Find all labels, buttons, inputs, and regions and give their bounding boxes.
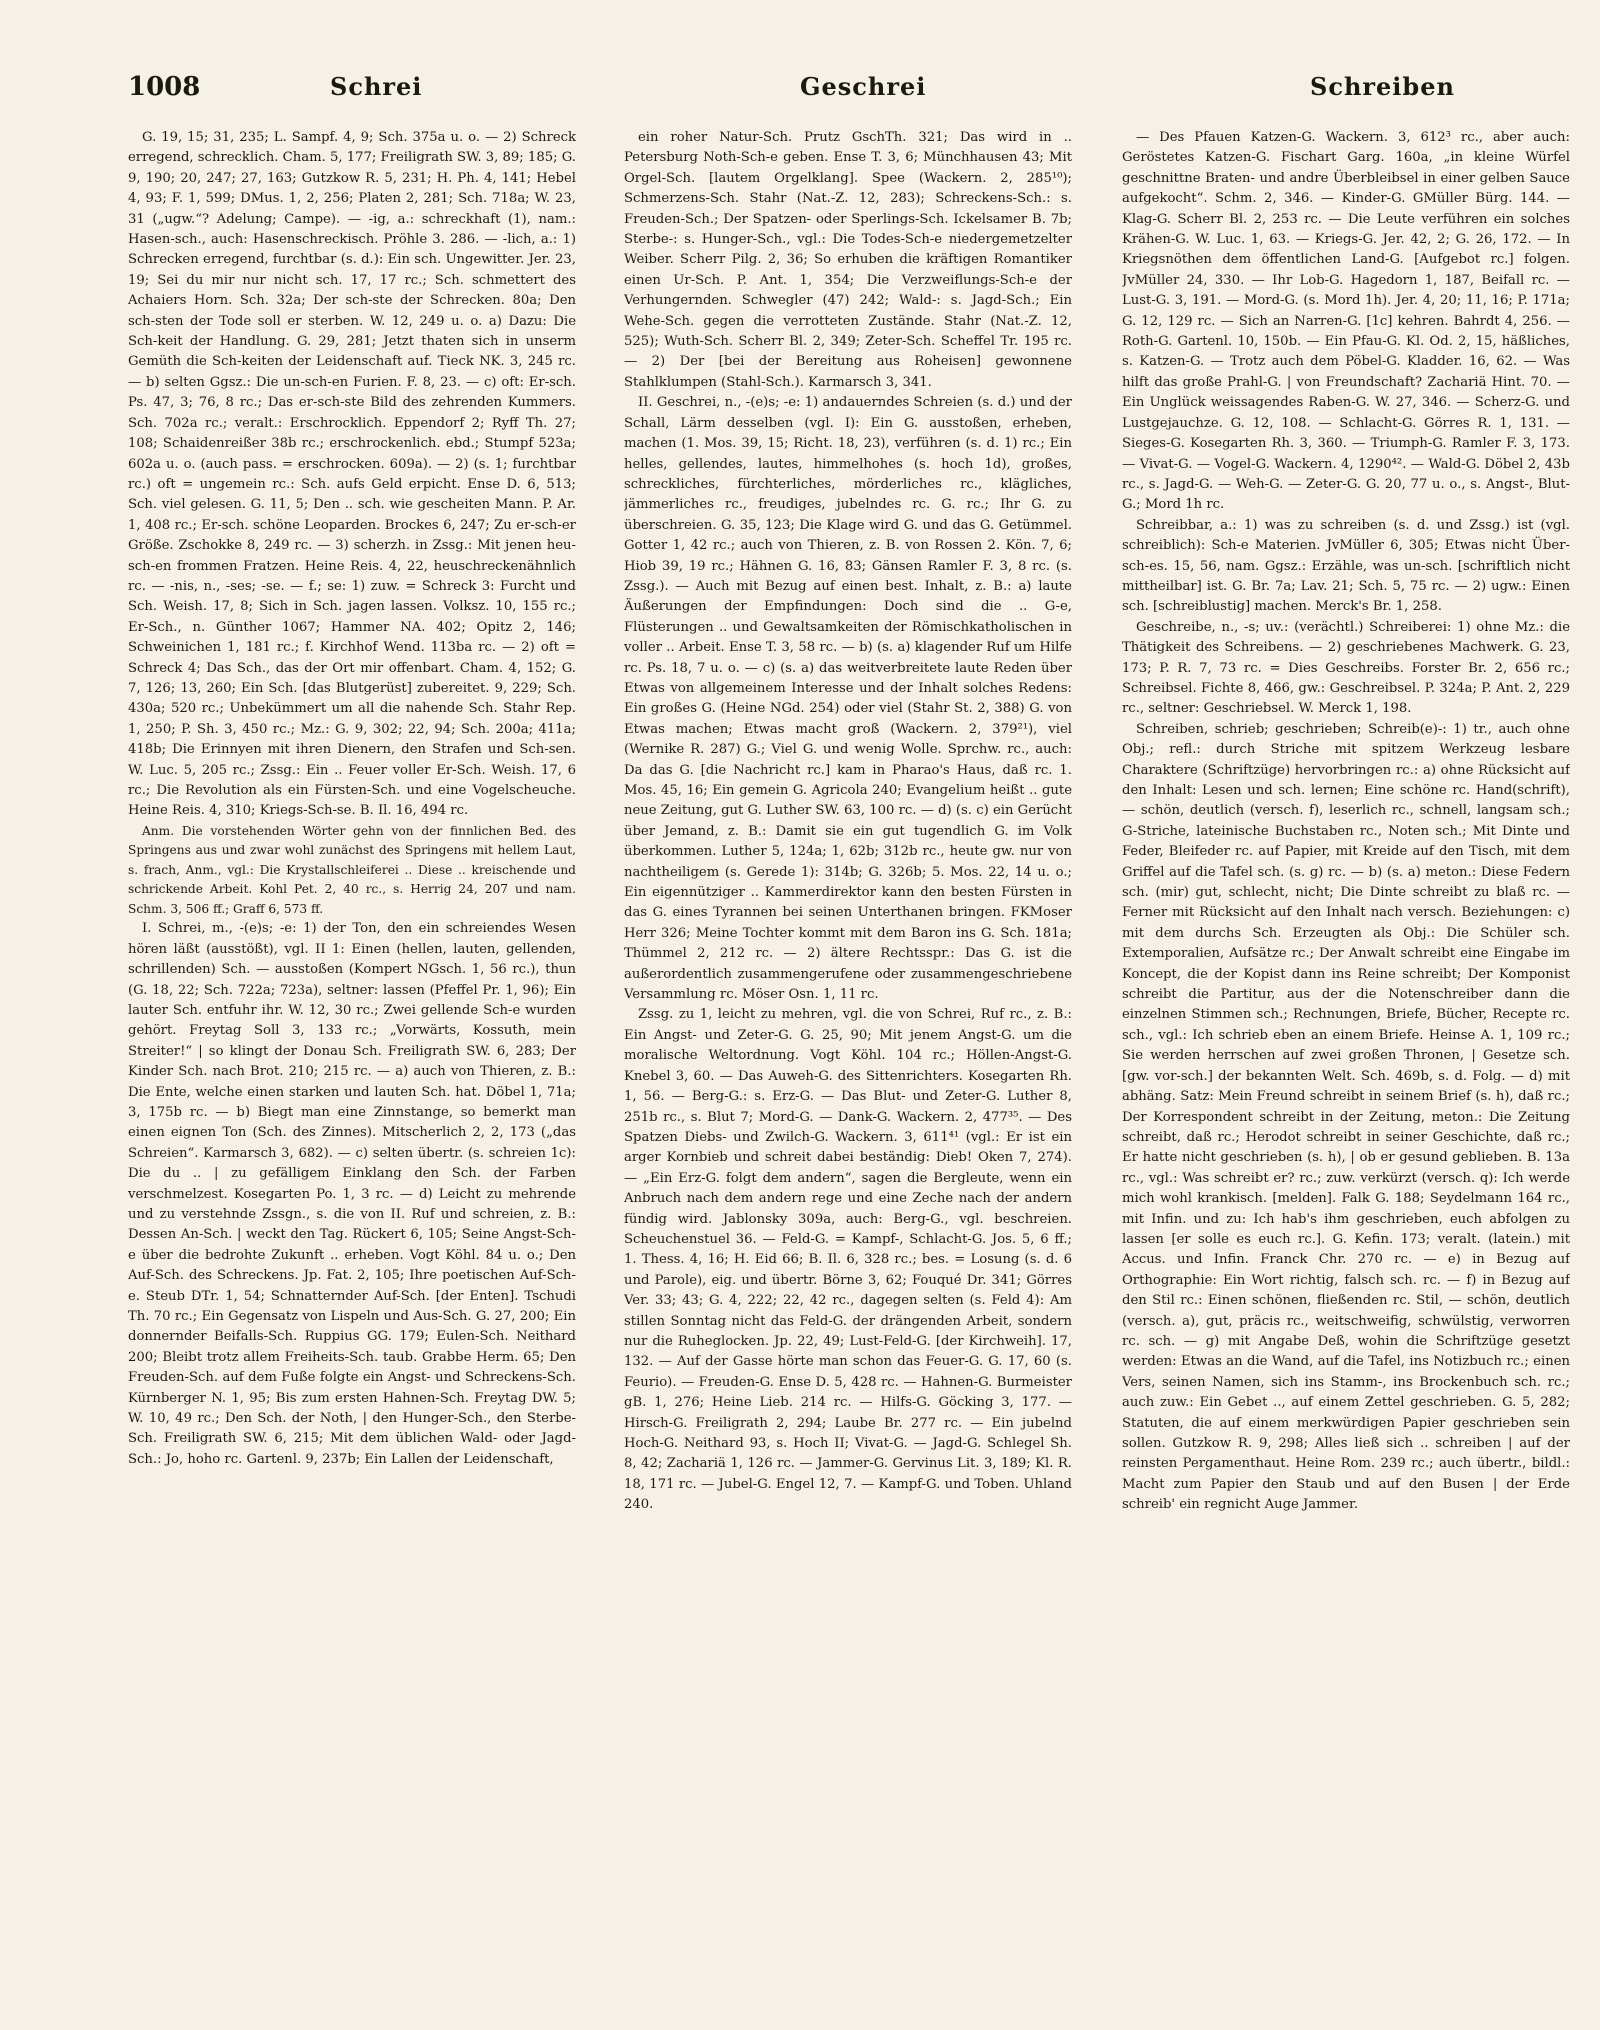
entry-paragraph: — Des Pfauen Katzen-G. Wackern. 3, 612³ rc., aber auch: Geröstetes Katzen-G. Fischart Garg. 160a, „in kleine Würfel geschnittne Braten- und andre Überbleibsel in einer gelben Sauce aufgekocht“. Schm. 2, 346. — Kinder-G. GMüller Bürg. 144. — Klag-G. Scherr Bl. 2, 253 rc. — Die Leute verführen ein solches Krähen-G. W. Luc. 1, 63. — Kriegs-G. Jer. 42, 2; G. 26, 172. — In Kriegsnöthen dem öffentlichen Land-G. [Aufgebot rc.] folgen. JvMüller 24, 330. — Ihr Lob-G. Hagedorn 1, 187, Beifall rc. — Lust-G. 3, 191. — Mord-G. (s. Mord 1h). Jer. 4, 20; 11, 16; P. 171a; G. 12, 129 rc. — Sich an Narren-G. [1c] kehren. Bahrdt 4, 256. — Roth-G. Gartenl. 10, 150b. — Ein Pfau-G. Kl. Od. 2, 15, häßliches, s. Katzen-G. — Trotz auch dem Pöbel-G. Kladder. 16, 62. — Was hilft das große Prahl-G. | von Freundschaft? Zachariä Hint. 70. — Ein Unglück weissagendes Raben-G. W. 27, 346. — Scherz-G. und Lustgejauchze. G. 12, 108. — Schlacht-G. Görres R. 1, 131. — Sieges-G. Kosegarten Rh. 3, 360. — Triumph-G. Ramler F. 3, 173. — Vivat-G. — Vogel-G. Wackern. 4, 1290⁴². — Wald-G. Döbel 2, 43b rc., s. Jagd-G. — Weh-G. — Zeter-G. G. 20, 77 u. o., s. Angst-, Blut-G.; Mord 1h rc. <box>1122 130 1570 513</box>
column-right <box>1122 128 1570 2008</box>
entry-paragraph: G. 19, 15; 31, 235; L. Sampf. 4, 9; Sch. 375a u. o. — 2) Schreck erregend, schrecklich. Cham. 5, 177; Freiligrath SW. 3, 89; 185; G. 9, 190; 20, 247; 27, 163; Gutzkow R. 5, 231; H. Ph. 4, 141; Hebel 4, 93; F. 1, 599; DMus. 1, 2, 256; Platen 2, 281; Sch. 718a; W. 23, 31 („ugw.“? Adelung; Campe). — -ig, a.: schreckhaft (1), nam.: Hasen-sch., auch: Hasenschreckisch. Pröhle 3. 286. — -lich, a.: 1) Schrecken erregend, furchtbar (s. d.): Ein sch. Ungewitter. Jer. 23, 19; Sei du mir nur nicht sch. 17, 17 rc.; Sch. schmettert des Achaiers Horn. Sch. 32a; Der sch-ste der Schrecken. 80a; Den sch-sten der Tode soll er sterben. W. 12, 249 u. o. a) Dazu: Die Sch-keit der Handlung. G. 29, 281; Jetzt thaten sich in unserm Gemüth die Sch-keiten der Leidenschaft auf. Tieck NK. 3, 245 rc. — b) selten Ggsz.: Die un-sch-en Furien. F. 8, 23. — c) oft: Er-sch. Ps. 47, 3; 76, 8 rc.; Das er-sch-ste Bild des zehrenden Kummers. Sch. 702a rc.; veralt.: Erschrocklich. Eppendorf 2; Ryff Th. 27; 108; Schaidenreißer 38b rc.; erschrockenlich. ebd.; Stumpf 523a; 602a u. o. (auch pass. = erschrocken. 609a). — 2) (s. 1; furchtbar rc.) oft = ungemein rc.: Sch. aufs Geld erpicht. Ense D. 6, 513; Sch. viel gelesen. G. 11, 5; Den .. sch. wie gescheiten Mann. P. Ar. 1, 408 rc.; Er-sch. schöne Leoparden. Brockes 6, 247; Zu er-sch-er Größe. Zschokke 8, 249 rc. — 3) scherzh. in Zssg.: Mit jenen heu-sch-en frommen Fratzen. Heine Reis. 4, 22, heuschreckenähnlich rc. — -nis, n., -ses; -se. — f.; se: 1) zuw. = Schreck 3: Furcht und Sch. Weish. 17, 8; Sich in Sch. jagen lassen. Volksz. 10, 155 rc.; Er-Sch., n. Günther 1067; Hammer NA. 402; Opitz 2, 146; Schweinichen 1, 181 rc.; f. Kirchhof Wend. 113ba rc. — 2) oft = Schreck 4; Das Sch., das der Ort mir offenbart. Cham. 4, 152; G. 7, 126; 13, 260; Ein Sch. [das Blutgerüst] zubereitet. 9, 229; Sch. 430a; 520 rc.; Unbekümmert um all die nahende Sch. Stahr Rep. 1, 250; P. Sh. 3, 450 rc.; Mz.: G. 9, 302; 22, 94; Sch. 200a; 411a; 418b; Die Erinnyen mit ihren Dienern, den Strafen und Sch-sen. W. Luc. 5, 205 rc.; Zssg.: Ein .. Feuer voller Er-Sch. Weish. 17, 6 rc.; Die Revolution als ein Fürsten-Sch. und eine Vogelscheuche. Heine Reis. 4, 310; Kriegs-Sch-se. B. Il. 16, 494 rc. <box>128 130 576 819</box>
entry-paragraph: Schreibbar, a.: 1) was zu schreiben (s. d. und Zssg.) ist (vgl. schreiblich): Sch-e Materien. JvMüller 6, 305; Etwas nicht Über-sch-es. 15, 56, nam. Ggsz.: Erzähle, was un-sch. [schriftlich nicht mittheilbar] ist. G. Br. 7a; Lav. 21; Sch. 5, 75 rc. — 2) ugw.: Einen sch. [schreiblustig] machen. Merck's Br. 1, 258. <box>1122 517 1570 615</box>
entry-paragraph: Zssg. zu 1, leicht zu mehren, vgl. die von Schrei, Ruf rc., z. B.: Ein Angst- und Zeter-G. G. 25, 90; Mit jenem Angst-G. um die moralische Weltordnung. Vogt Köhl. 104 rc.; Höllen-Angst-G. Knebel 3, 60. — Das Auweh-G. des Sittenrichters. Kosegarten Rh. 1, 56. — Berg-G.: s. Erz-G. — Das Blut- und Zeter-G. Luther 8, 251b rc., s. Blut 7; Mord-G. — Dank-G. Wackern. 2, 477³⁵. — Des Spatzen Diebs- und Zwilch-G. Wackern. 3, 611⁴¹ (vgl.: Er ist ein arger Kornbieb und schreit dabei beständig: Dieb! Oken 7, 274). — „Ein Erz-G. folgt dem andern“, sagen die Bergleute, wenn ein Anbruch nach dem andern rege und eine Zeche nach der andern fündig wird. Jablonsky 309a, auch: Berg-G., vgl. beschreien. Scheuchenstuel 36. — Feld-G. = Kampf-, Schlacht-G. Jos. 5, 6 ff.; 1. Thess. 4, 16; H. Eid 66; B. Il. 6, 328 rc.; bes. = Losung (s. d. 6 und Parole), eig. und übertr. Börne 3, 62; Fouqué Dr. 341; Görres Ver. 33; 43; G. 4, 222; 22, 42 rc., dagegen selten (s. Feld 4): Am stillen Sonntag nicht das Feld-G. der drängenden Arbeit, sondern nur die Ruheglocken. Jp. 22, 49; Lust-Feld-G. [der Kirchweih]. 17, 132. — Auf der Gasse hörte man schon das Feuer-G. G. 17, 60 (s. Feurio). — Freuden-G. Ense D. 5, 428 rc. — Hahnen-G. Burmeister gB. 1, 276; Heine Lieb. 214 rc. — Hilfs-G. Göcking 3, 177. — Hirsch-G. Freiligrath 2, 294; Laube Br. 277 rc. — Ein jubelnd Hoch-G. Neithard 93, s. Hoch II; Vivat-G. — Jagd-G. Schlegel Sh. 8, 42; Zachariä 1, 126 rc. — Jammer-G. Gervinus Lit. 3, 189; Kl. R. 18, 171 rc. — Jubel-G. Engel 12, 7. — Kampf-G. und Toben. Uhland 240. <box>624 1007 1072 1513</box>
page-number: 1008 <box>128 72 201 102</box>
page-header <box>0 68 1600 108</box>
running-head-right: Schreiben <box>1310 72 1455 101</box>
note-paragraph: Anm. Die vorstehenden Wörter gehn von der finnlichen Bed. des Springens aus und zwar wohl zunächst des Springens mit hellem Laut, s. frach, Anm., vgl.: Die Krystallschleiferei .. Diese .. kreischende und schrickende Arbeit. Kohl Pet. 2, 40 rc., s. Herrig 24, 207 und nam. Schm. 3, 506 ff.; Graff 6, 573 ff. <box>128 823 576 916</box>
column-middle <box>624 128 1072 2008</box>
entry-paragraph: Geschreibe, n., -s; uv.: (verächtl.) Schreiberei: 1) ohne Mz.: die Thätigkeit des Schreibens. — 2) geschriebenes Machwerk. G. 23, 173; P. R. 7, 73 rc. = Dies Geschreibs. Forster Br. 2, 656 rc.; Schreibsel. Fichte 8, 466, gw.: Geschreibsel. P. 324a; P. Ant. 2, 229 rc., seltner: Geschriebsel. W. Merck 1, 198. <box>1122 619 1570 717</box>
running-head-left: Schrei <box>330 72 423 101</box>
entry-paragraph: ein roher Natur-Sch. Prutz GschTh. 321; Das wird in .. Petersburg Noth-Sch-e geben. Ense T. 3, 6; Münchhausen 43; Mit Orgel-Sch. [lautem Orgelklang]. Spee (Wackern. 2, 285¹⁰); Schmerzens-Sch. Stahr (Nat.-Z. 12, 283); Schreckens-Sch.: s. Freuden-Sch.; Der Spatzen- oder Sperlings-Sch. Ickelsamer B. 7b; Sterbe-: s. Hunger-Sch., vgl.: Die Todes-Sch-e niedergemetzelter Weiber. Scherr Pilg. 2, 36; So erhuben die kräftigen Romantiker einen Ur-Sch. P. Ant. 1, 354; Die Verzweiflungs-Sch-e der Verhungernden. Schwegler (47) 242; Wald-: s. Jagd-Sch.; Ein Wehe-Sch. gegen die verrotteten Zustände. Stahr (Nat.-Z. 12, 525); Wuth-Sch. Scherr Bl. 2, 349; Zeter-Sch. Scheffel Tr. 195 rc. — 2) Der [bei der Bereitung aus Roheisen] gewonnene Stahlklumpen (Stahl-Sch.). Karmarsch 3, 341. <box>624 130 1072 390</box>
entry-paragraph: I. Schrei, m., -(e)s; -e: 1) der Ton, den ein schreiendes Wesen hören läßt (ausstößt), vgl. II 1: Einen (hellen, lauten, gellenden, schrillenden) Sch. — ausstoßen (Kompert NGsch. 1, 56 rc.), thun (G. 18, 22; Sch. 722a; 723a), seltner: lassen (Pfeffel Pr. 1, 96); Ein lauter Sch. entfuhr ihr. W. 12, 30 rc.; Zwei gellende Sch-e wurden gehört. Freytag Soll 3, 133 rc.; „Vorwärts, Kossuth, mein Streiter!“ | so klingt der Donau Sch. Freiligrath SW. 6, 283; Der Kinder Sch. nach Brot. 210; 215 rc. — a) auch von Thieren, z. B.: Die Ente, welche einen starken und lauten Sch. hat. Döbel 1, 71a; 3, 175b rc. — b) Biegt man eine Zinnstange, so bemerkt man einen eignen Ton (Sch. des Zinnes). Mitscherlich 2, 2, 173 („das Schreien“. Karmarsch 3, 682). — c) selten übertr. (s. schreien 1c): Die du .. | zu gefälligem Einklang den Sch. der Farben verschmelzest. Kosegarten Po. 1, 3 rc. — d) Leicht zu mehrende und zu verstehnde Zssgn., s. die von II. Ruf und schreien, z. B.: Dessen An-Sch. | weckt den Tag. Rückert 6, 105; Seine Angst-Sch-e über die bedrohte Zukunft .. erheben. Vogt Köhl. 84 u. o.; Den Auf-Sch. des Schreckens. Jp. Fat. 2, 105; Ihre poetischen Auf-Sch-e. Steub DTr. 1, 54; Schnatternder Auf-Sch. [der Enten]. Tschudi Th. 70 rc.; Ein Gegensatz von Lispeln und Aus-Sch. G. 27, 200; Ein donnernder Beifalls-Sch. Ruppius GG. 179; Eulen-Sch. Neithard 200; Bleibt trotz allem Freiheits-Sch. taub. Grabbe Herm. 65; Den Freuden-Sch. auf dem Fuße folgte ein Angst- und Schreckens-Sch. Kürnberger N. 1, 95; Bis zum ersten Hahnen-Sch. Freytag DW. 5; W. 10, 49 rc.; Den Sch. der Noth, | den Hunger-Sch., den Sterbe-Sch. Freiligrath SW. 6, 215; Mit dem üblichen Wald- oder Jagd-Sch.: Jo, hoho rc. Gartenl. 9, 237b; Ein Lallen der Leidenschaft, <box>128 921 576 1467</box>
running-head-center: Geschrei <box>800 72 927 101</box>
entry-paragraph: Schreiben, schrieb; geschrieben; Schreib(e)-: 1) tr., auch ohne Obj.; refl.: durch Striche mit spitzem Werkzeug lesbare Charaktere (Schriftzüge) hervorbringen rc.: a) ohne Rücksicht auf den Inhalt: Lesen und sch. lernen; Eine schöne rc. Hand(schrift), — schön, deutlich (versch. f), leserlich rc., schnell, langsam sch.; G-Striche, lateinische Buchstaben rc., Noten sch.; Mit Dinte und Feder, Bleifeder rc. auf Papier, mit Kreide auf den Tisch, mit dem Griffel auf die Tafel sch. (s. g) rc. — b) (s. a) meton.: Diese Federn sch. (mir) gut, schlecht, nicht; Die Dinte schreibt zu blaß rc. — Ferner mit Rücksicht auf den Inhalt nach versch. Beziehungen: c) mit dem durchs Sch. Erzeugten als Obj.: Die Schüler sch. Extemporalien, Aufsätze rc.; Der Anwalt schreibt eine Eingabe im Koncept, die der Kopist dann ins Reine schreibt; Der Komponist schreibt die Partitur, aus der die Notenschreiber dann die einzelnen Stimmen sch.; Rechnungen, Briefe, Bücher, Recepte rc. sch., vgl.: Ich schrieb eben an einem Briefe. Heinse A. 1, 109 rc.; Sie werden herrschen auf zwei großen Thronen, | Gesetze sch. [gw. vor-sch.] der bekannten Welt. Sch. 469b, s. d. Folg. — d) mit abhäng. Satz: Mein Freund schreibt in seinem Brief (s. h), daß rc.; Der Korrespondent schreibt in der Zeitung, meton.: Die Zeitung schreibt, daß rc.; Herodot schreibt in seiner Geschichte, daß rc.; Er hatte nicht geschrieben (s. h), | ob er gesund geblieben. B. 13a rc., vgl.: Was schreibt er? rc.; zuw. verkürzt (versch. q): Ich werde mich wohl krankisch. [melden]. Falk G. 188; Seydelmann 164 rc., mit Infin. und zu: Ich hab's ihm geschrieben, euch abfolgen zu lassen [er solle es euch rc.]. G. Kefin. 173; veralt. (latein.) mit Accus. und Infin. Franck Chr. 270 rc. — e) in Bezug auf Orthographie: Ein Wort richtig, falsch sch. rc. — f) in Bezug auf den Stil rc.: Einen schönen, fließenden rc. Stil, — schön, deutlich (versch. a), gut, präcis rc., weitschweifig, schwülstig, verworren rc. sch. — g) mit Angabe Deß, wohin die Schriftzüge gesetzt werden: Etwas an die Wand, auf die Tafel, ins Notizbuch rc.; einen Vers, seinen Namen, sich ins Stamm-, ins Brockenbuch sch. rc.; auch zuw.: Ein Gebet .., auf einem Zettel geschrieben. G. 5, 282; Statuten, die auf einem merkwürdigen Papier geschrieben sein sollen. Gutzkow R. 9, 298; Alles ließ sich .. schreiben | auf der reinsten Pergamenthaut. Heine Rom. 239 rc.; auch übertr., bildl.: Macht zum Papier den Staub und auf den Busen | der Erde schreib' ein regnicht Auge Jammer. <box>1122 721 1570 1513</box>
column-left <box>128 128 576 2008</box>
entry-paragraph: II. Geschrei, n., -(e)s; -e: 1) andauerndes Schreien (s. d.) und der Schall, Lärm desselben (vgl. I): Ein G. ausstoßen, erheben, machen (1. Mos. 39, 15; Richt. 18, 23), verführen (s. d. 1) rc.; Ein helles, gellendes, lautes, himmelhohes (s. hoch 1d), großes, schreckliches, fürchterliches, mörderliches rc., klägliches, jämmerliches rc., freudiges, jubelndes rc. G. rc.; Ihr G. zu überschreien. G. 35, 123; Die Klage wird G. und das G. Getümmel. Gotter 1, 42 rc.; auch von Thieren, z. B. von Rossen 2. Kön. 7, 6; Hiob 39, 19 rc.; Hähnen G. 16, 83; Gänsen Ramler F. 3, 8 rc. (s. Zssg.). — Auch mit Bezug auf einen best. Inhalt, z. B.: a) laute Äußerungen der Empfindungen: Doch sind die .. G-e, Flüsterungen .. und Gewaltsamkeiten der Römischkatholischen in voller .. Arbeit. Ense T. 3, 58 rc. — b) (s. a) klagender Ruf um Hilfe rc. Ps. 18, 7 u. o. — c) (s. a) das weitverbreitete laute Reden über Etwas von allgemeinem Interesse und der Inhalt solches Redens: Ein großes G. (Heine NGd. 254) oder viel (Stahr St. 2, 388) G. von Etwas machen; Etwas macht groß (Wackern. 2, 379²¹), viel (Wernike R. 287) G.; Viel G. und wenig Wolle. Sprchw. rc., auch: Da das G. [die Nachricht rc.] kam in Pharao's Haus, daß rc. 1. Mos. 45, 16; Ein gemein G. Agricola 240; Evangelium heißt .. gute neue Zeitung, gut G. Luther SW. 63, 100 rc. — d) (s. c) ein Gerücht über Jemand, z. B.: Damit sie ein gut tugendlich G. im Volk überkommen. Luther 5, 124a; 1, 62b; 312b rc., heute gw. nur von nachtheiligem (s. Gerede 1): 314b; G. 326b; 5. Mos. 22, 14 u. o.; Ein eigennütziger .. Kammerdirektor kann den besten Fürsten in das G. eines Tyrannen bei seinen Unterthanen bringen. FKMoser Herr 326; Meine Tochter kommt mit dem Baron ins G. Sch. 181a; Thümmel 2, 212 rc. — 2) ältere Rechtsspr.: Das G. ist die außerordentlich zusammengerufene oder zusammengeschriebene Versammlung rc. Möser Osn. 1, 11 rc. <box>624 395 1072 1003</box>
